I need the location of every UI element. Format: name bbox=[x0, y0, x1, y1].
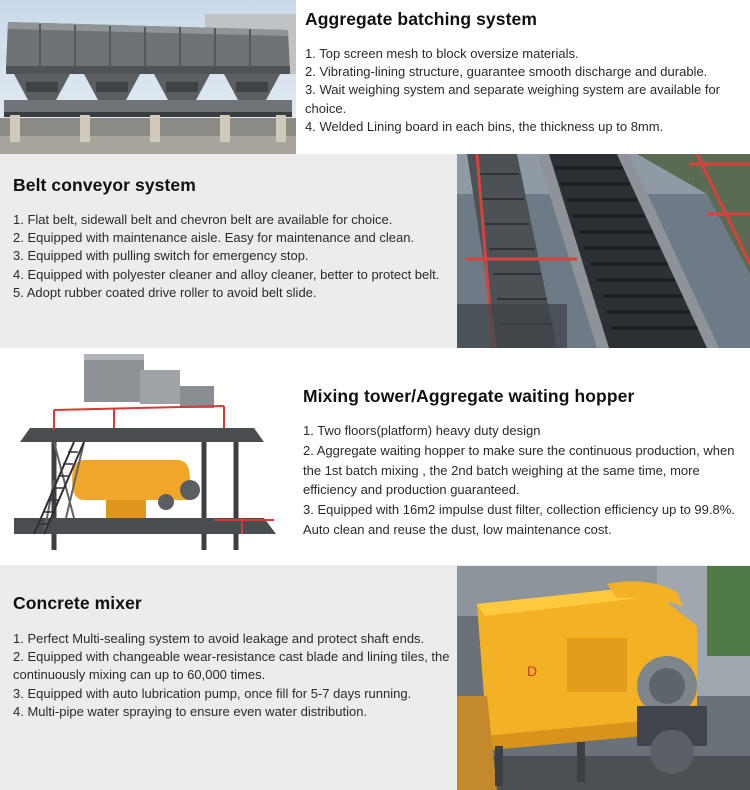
list-item: 3. Equipped with pulling switch for emergency stop. bbox=[13, 248, 309, 264]
list-item: 5. Adopt rubber coated drive roller to avoid belt slide. bbox=[13, 284, 317, 300]
list-item: 4. Multi-pipe water spraying to ensure even water distribution. bbox=[13, 703, 368, 719]
list-item: 1. Top screen mesh to block oversize materials. bbox=[305, 46, 579, 61]
list-item: 4. Welded Lining board in each bins, the thickness up to 8mm. bbox=[305, 118, 664, 134]
feature-list bbox=[303, 421, 743, 540]
list-item: 1. Two floors(platform) heavy duty design bbox=[303, 423, 541, 438]
list-item: 4. Equipped with polyester cleaner and alloy cleaner, better to protect belt. bbox=[13, 266, 440, 282]
list-item: 2. Equipped with maintenance aisle. Easy for maintenance and clean. bbox=[13, 230, 415, 246]
tower-section bbox=[303, 386, 743, 540]
batching-section bbox=[305, 9, 745, 136]
feature-list bbox=[13, 211, 453, 302]
section-title: Concrete mixer bbox=[13, 593, 142, 613]
feature-list bbox=[305, 45, 745, 136]
list-item: 1. Perfect Multi-sealing system to avoid leakage and protect shaft ends. bbox=[13, 631, 425, 646]
batching-system-photo bbox=[0, 0, 296, 154]
list-item: 3. Wait weighing system and separate weighing system are available for choice. bbox=[305, 82, 721, 116]
belt-conveyor-photo bbox=[457, 154, 750, 348]
section-title: Mixing tower/Aggregate waiting hopper bbox=[303, 386, 635, 406]
conveyor-section bbox=[13, 175, 453, 302]
svg-text:D: D bbox=[527, 663, 538, 679]
concrete-mixer-photo bbox=[457, 566, 750, 790]
list-item: 2. Aggregate waiting hopper to make sure the continuous production, when the 1st batch mixing , the 2nd batch weighing at the same time, more efficiency and production guaranteed. bbox=[303, 442, 735, 498]
mixing-tower-photo bbox=[14, 350, 276, 565]
mixer-section bbox=[13, 593, 453, 721]
list-item: 2. Vibrating-lining structure, guarantee smooth discharge and durable. bbox=[305, 64, 708, 80]
feature-list bbox=[13, 630, 453, 721]
list-item: 1. Flat belt, sidewall belt and chevron belt are available for choice. bbox=[13, 212, 393, 227]
list-item: 2. Equipped with changeable wear-resistance cast blade and lining tiles, the continuously mixing can up to 60,000 times. bbox=[13, 649, 450, 683]
section-title: Belt conveyor system bbox=[13, 175, 196, 195]
section-title: Aggregate batching system bbox=[305, 9, 537, 29]
list-item: 3. Equipped with auto lubrication pump, once fill for 5-7 days running. bbox=[13, 685, 412, 701]
list-item: 3. Equipped with 16m2 impulse dust filter, collection efficiency up to 99.8%. Auto clean and reuse the dust, low maintenance cost. bbox=[303, 502, 735, 537]
